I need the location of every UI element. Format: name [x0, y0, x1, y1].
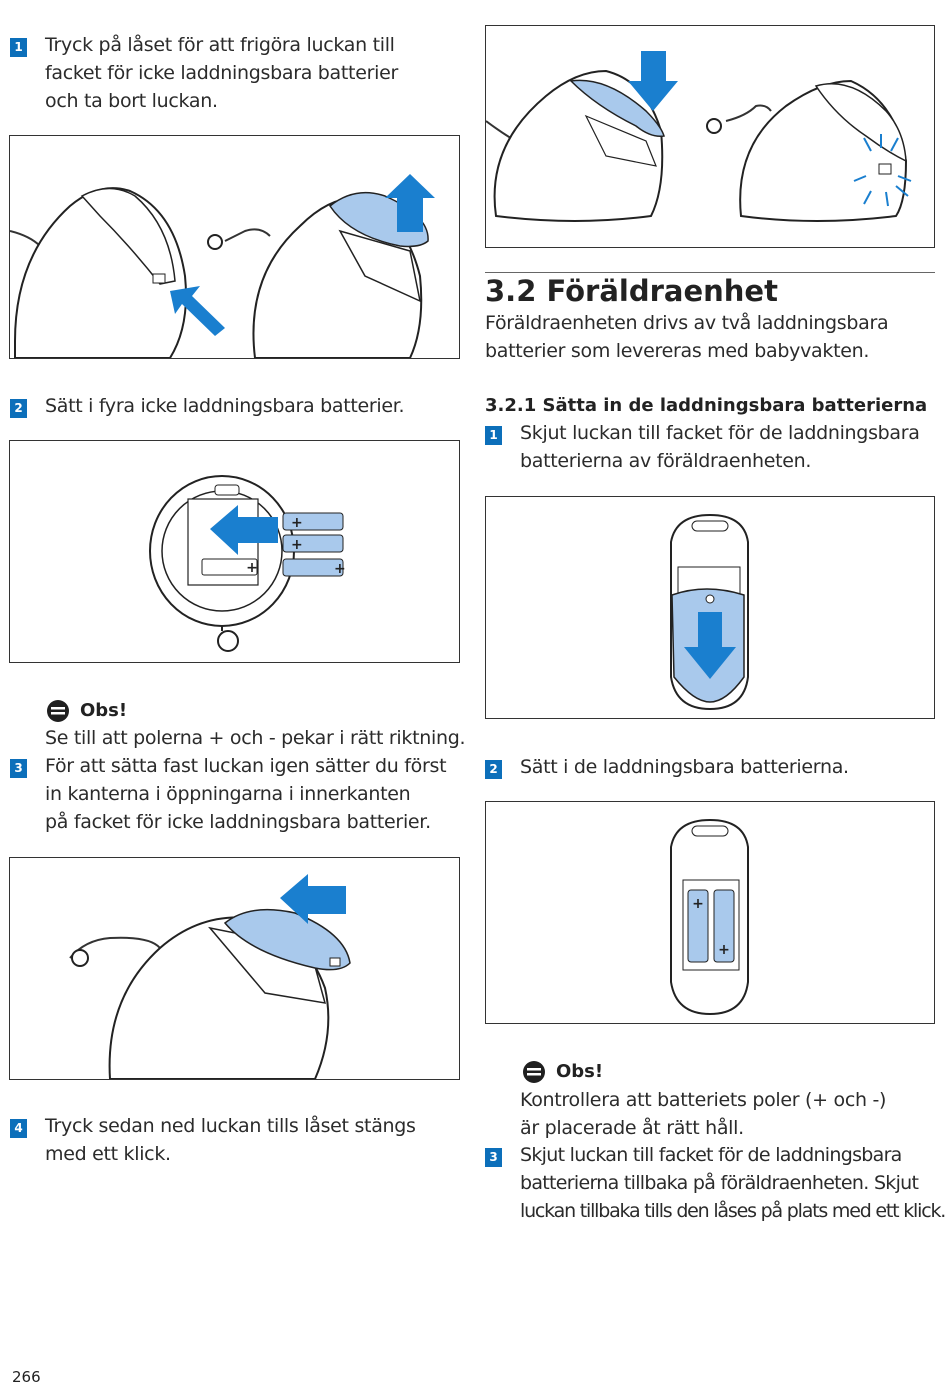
right-step-3-line-2: batterierna tillbaka på föräldraenheten. Skjut: [520, 1172, 919, 1194]
step-number-4: 4: [10, 1119, 27, 1138]
right-note-line-2: är placerade åt rätt håll.: [520, 1117, 744, 1139]
step-1-line-3: och ta bort luckan.: [45, 90, 218, 112]
step-number-3: 3: [10, 759, 27, 778]
note-label: Obs!: [80, 700, 128, 721]
step-4-text: [45, 1112, 416, 1168]
step-1-line-1: Tryck på låset för att frigöra luckan till: [45, 34, 395, 56]
figure-slide-lid-off: [485, 496, 935, 719]
section-divider: [485, 272, 935, 273]
right-step-1-line-2: batterierna av föräldraenheten.: [520, 450, 812, 472]
note-text: Se till att polerna + och - pekar i rätt riktning.: [45, 727, 466, 749]
right-note-line-1: Kontrollera att batteriets poler (+ och -): [520, 1089, 887, 1111]
figure-remove-lid: [9, 135, 460, 359]
step-3-line-3: på facket för icke laddningsbara batterier.: [45, 811, 431, 833]
battery-plus: +: [334, 561, 346, 577]
section-intro-line-2: batterier som levereras med babyvakten.: [485, 340, 870, 362]
step-2-text: Sätt i fyra icke laddningsbara batterier.: [45, 395, 405, 417]
right-step-3-text: [520, 1141, 945, 1225]
battery-plus: +: [291, 537, 303, 553]
step-3-line-1: För att sätta fast luckan igen sätter du först: [45, 755, 447, 777]
battery-plus: +: [291, 515, 303, 531]
right-step-1-text: [520, 419, 920, 475]
step-number-3: 3: [485, 1148, 502, 1167]
section-title: 3.2 Föräldraenhet: [485, 274, 778, 308]
note-label: Obs!: [556, 1061, 604, 1082]
page-number: 266: [12, 1368, 41, 1386]
figure-parent-batteries: [485, 801, 935, 1024]
step-number-2: 2: [485, 760, 502, 779]
step-4-line-1: Tryck sedan ned luckan tills låset stängs: [45, 1115, 416, 1137]
step-number-1: 1: [10, 38, 27, 57]
step-3-text: [45, 752, 446, 836]
note-icon: [45, 700, 71, 722]
battery-plus: +: [246, 560, 258, 576]
figure-press-lid: [485, 25, 935, 248]
step-number-1: 1: [485, 426, 502, 445]
figure-insert-batteries: [9, 440, 460, 663]
step-number-2: 2: [10, 399, 27, 418]
section-intro-line-1: Föräldraenheten drivs av två laddningsbara: [485, 312, 889, 334]
figure-reattach-lid: [9, 857, 460, 1080]
note-icon: [521, 1061, 547, 1083]
battery-plus: +: [718, 942, 730, 958]
section-intro: [485, 309, 888, 365]
step-4-line-2: med ett klick.: [45, 1143, 171, 1165]
right-step-2-text: Sätt i de laddningsbara batterierna.: [520, 756, 849, 778]
step-1-line-2: facket för icke laddningsbara batterier: [45, 62, 398, 84]
right-step-3-line-1: Skjut luckan till facket för de laddningsbara: [520, 1144, 902, 1166]
right-step-3-line-3: luckan tillbaka tills den låses på plats med ett klick.: [520, 1200, 946, 1222]
right-step-1-line-1: Skjut luckan till facket för de laddningsbara: [520, 422, 920, 444]
step-1-text: [45, 31, 398, 115]
subsection-title: 3.2.1 Sätta in de laddningsbara batterierna: [485, 395, 928, 416]
battery-plus: +: [692, 896, 704, 912]
step-3-line-2: in kanterna i öppningarna i innerkanten: [45, 783, 411, 805]
right-note-text: [520, 1086, 886, 1142]
